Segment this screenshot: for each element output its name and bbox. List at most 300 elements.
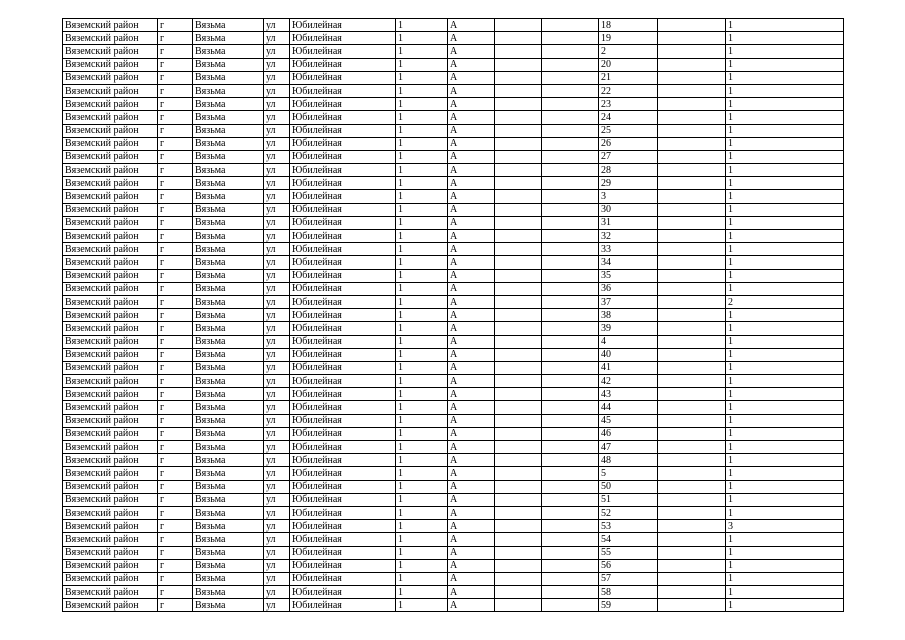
street-type-cell: ул <box>264 32 290 45</box>
structure-cell <box>542 137 599 150</box>
count-cell: 1 <box>726 572 844 585</box>
street-type-cell: ул <box>264 269 290 282</box>
district-cell: Вяземский район <box>63 295 158 308</box>
count-cell: 1 <box>726 111 844 124</box>
street-cell: Юбилейная <box>290 58 396 71</box>
count-cell: 1 <box>726 124 844 137</box>
street-cell: Юбилейная <box>290 348 396 361</box>
street-type-cell: ул <box>264 599 290 612</box>
street-cell: Юбилейная <box>290 124 396 137</box>
house-letter-cell: А <box>448 150 495 163</box>
settlement-cell: Вязьма <box>193 243 264 256</box>
house-letter-cell: А <box>448 203 495 216</box>
street-type-cell: ул <box>264 572 290 585</box>
settlement-cell: Вязьма <box>193 190 264 203</box>
house-letter-cell: А <box>448 190 495 203</box>
district-cell: Вяземский район <box>63 506 158 519</box>
table-row <box>63 559 844 572</box>
table-row <box>63 58 844 71</box>
structure-cell <box>542 177 599 190</box>
building-cell <box>495 282 542 295</box>
house-letter-cell: А <box>448 599 495 612</box>
settlement-type-cell: г <box>158 586 193 599</box>
building-cell <box>495 572 542 585</box>
street-cell: Юбилейная <box>290 111 396 124</box>
house-number-cell: 1 <box>396 71 448 84</box>
structure-cell <box>542 454 599 467</box>
district-cell: Вяземский район <box>63 111 158 124</box>
count-cell: 1 <box>726 256 844 269</box>
count-cell: 1 <box>726 506 844 519</box>
settlement-type-cell: г <box>158 150 193 163</box>
district-cell: Вяземский район <box>63 401 158 414</box>
count-cell: 1 <box>726 493 844 506</box>
apartment-cell: 43 <box>599 388 658 401</box>
building-cell <box>495 348 542 361</box>
table-row <box>63 427 844 440</box>
street-cell: Юбилейная <box>290 493 396 506</box>
house-letter-cell: А <box>448 533 495 546</box>
district-cell: Вяземский район <box>63 427 158 440</box>
apartment-cell: 42 <box>599 375 658 388</box>
street-type-cell: ул <box>264 322 290 335</box>
settlement-type-cell: г <box>158 427 193 440</box>
room-cell <box>658 467 726 480</box>
room-cell <box>658 493 726 506</box>
district-cell: Вяземский район <box>63 586 158 599</box>
apartment-cell: 32 <box>599 230 658 243</box>
house-letter-cell: А <box>448 309 495 322</box>
room-cell <box>658 375 726 388</box>
building-cell <box>495 32 542 45</box>
settlement-cell: Вязьма <box>193 282 264 295</box>
district-cell: Вяземский район <box>63 493 158 506</box>
count-cell: 1 <box>726 137 844 150</box>
house-number-cell: 1 <box>396 467 448 480</box>
settlement-type-cell: г <box>158 190 193 203</box>
apartment-cell: 58 <box>599 586 658 599</box>
structure-cell <box>542 32 599 45</box>
settlement-cell: Вязьма <box>193 348 264 361</box>
street-cell: Юбилейная <box>290 98 396 111</box>
structure-cell <box>542 58 599 71</box>
street-cell: Юбилейная <box>290 216 396 229</box>
street-type-cell: ул <box>264 520 290 533</box>
building-cell <box>495 335 542 348</box>
district-cell: Вяземский район <box>63 559 158 572</box>
table-row <box>63 586 844 599</box>
room-cell <box>658 243 726 256</box>
structure-cell <box>542 533 599 546</box>
street-type-cell: ул <box>264 401 290 414</box>
house-number-cell: 1 <box>396 559 448 572</box>
table-row <box>63 150 844 163</box>
apartment-cell: 4 <box>599 335 658 348</box>
apartment-cell: 27 <box>599 150 658 163</box>
house-letter-cell: А <box>448 322 495 335</box>
street-cell: Юбилейная <box>290 559 396 572</box>
room-cell <box>658 559 726 572</box>
building-cell <box>495 137 542 150</box>
settlement-type-cell: г <box>158 375 193 388</box>
street-type-cell: ул <box>264 414 290 427</box>
structure-cell <box>542 375 599 388</box>
district-cell: Вяземский район <box>63 190 158 203</box>
apartment-cell: 29 <box>599 177 658 190</box>
house-number-cell: 1 <box>396 124 448 137</box>
street-type-cell: ул <box>264 216 290 229</box>
settlement-cell: Вязьма <box>193 586 264 599</box>
district-cell: Вяземский район <box>63 71 158 84</box>
building-cell <box>495 322 542 335</box>
district-cell: Вяземский район <box>63 58 158 71</box>
apartment-cell: 22 <box>599 84 658 97</box>
table-row <box>63 414 844 427</box>
street-type-cell: ул <box>264 71 290 84</box>
house-letter-cell: А <box>448 586 495 599</box>
house-number-cell: 1 <box>396 586 448 599</box>
house-number-cell: 1 <box>396 348 448 361</box>
count-cell: 1 <box>726 348 844 361</box>
district-cell: Вяземский район <box>63 322 158 335</box>
table-row <box>63 19 844 32</box>
apartment-cell: 44 <box>599 401 658 414</box>
building-cell <box>495 124 542 137</box>
structure-cell <box>542 520 599 533</box>
district-cell: Вяземский район <box>63 361 158 374</box>
room-cell <box>658 45 726 58</box>
settlement-type-cell: г <box>158 493 193 506</box>
street-type-cell: ул <box>264 388 290 401</box>
settlement-cell: Вязьма <box>193 361 264 374</box>
street-cell: Юбилейная <box>290 506 396 519</box>
settlement-type-cell: г <box>158 533 193 546</box>
settlement-cell: Вязьма <box>193 572 264 585</box>
room-cell <box>658 506 726 519</box>
street-type-cell: ул <box>264 256 290 269</box>
building-cell <box>495 599 542 612</box>
house-letter-cell: А <box>448 243 495 256</box>
settlement-cell: Вязьма <box>193 177 264 190</box>
structure-cell <box>542 282 599 295</box>
count-cell: 1 <box>726 454 844 467</box>
room-cell <box>658 71 726 84</box>
house-letter-cell: А <box>448 58 495 71</box>
table-row <box>63 441 844 454</box>
street-type-cell: ул <box>264 427 290 440</box>
room-cell <box>658 401 726 414</box>
settlement-type-cell: г <box>158 599 193 612</box>
district-cell: Вяземский район <box>63 84 158 97</box>
street-cell: Юбилейная <box>290 203 396 216</box>
building-cell <box>495 520 542 533</box>
building-cell <box>495 45 542 58</box>
structure-cell <box>542 401 599 414</box>
house-letter-cell: А <box>448 480 495 493</box>
count-cell: 1 <box>726 559 844 572</box>
structure-cell <box>542 84 599 97</box>
table-row <box>63 230 844 243</box>
district-cell: Вяземский район <box>63 164 158 177</box>
street-cell: Юбилейная <box>290 533 396 546</box>
room-cell <box>658 546 726 559</box>
structure-cell <box>542 480 599 493</box>
house-number-cell: 1 <box>396 493 448 506</box>
house-letter-cell: А <box>448 84 495 97</box>
street-type-cell: ул <box>264 361 290 374</box>
settlement-type-cell: г <box>158 309 193 322</box>
street-cell: Юбилейная <box>290 256 396 269</box>
count-cell: 1 <box>726 243 844 256</box>
structure-cell <box>542 71 599 84</box>
settlement-type-cell: г <box>158 467 193 480</box>
room-cell <box>658 256 726 269</box>
settlement-type-cell: г <box>158 124 193 137</box>
table-row <box>63 216 844 229</box>
table-row <box>63 348 844 361</box>
street-cell: Юбилейная <box>290 467 396 480</box>
house-letter-cell: А <box>448 427 495 440</box>
district-cell: Вяземский район <box>63 19 158 32</box>
address-table <box>62 18 844 612</box>
count-cell: 1 <box>726 58 844 71</box>
building-cell <box>495 84 542 97</box>
building-cell <box>495 533 542 546</box>
count-cell: 1 <box>726 361 844 374</box>
settlement-cell: Вязьма <box>193 295 264 308</box>
settlement-type-cell: г <box>158 111 193 124</box>
street-cell: Юбилейная <box>290 414 396 427</box>
apartment-cell: 39 <box>599 322 658 335</box>
district-cell: Вяземский район <box>63 32 158 45</box>
count-cell: 1 <box>726 388 844 401</box>
district-cell: Вяземский район <box>63 414 158 427</box>
street-type-cell: ул <box>264 506 290 519</box>
house-number-cell: 1 <box>396 454 448 467</box>
street-cell: Юбилейная <box>290 282 396 295</box>
table-row <box>63 269 844 282</box>
house-number-cell: 1 <box>396 335 448 348</box>
house-number-cell: 1 <box>396 84 448 97</box>
district-cell: Вяземский район <box>63 98 158 111</box>
house-letter-cell: А <box>448 230 495 243</box>
table-row <box>63 45 844 58</box>
count-cell: 1 <box>726 599 844 612</box>
apartment-cell: 35 <box>599 269 658 282</box>
settlement-type-cell: г <box>158 414 193 427</box>
settlement-type-cell: г <box>158 348 193 361</box>
building-cell <box>495 361 542 374</box>
table-row <box>63 493 844 506</box>
street-type-cell: ул <box>264 58 290 71</box>
district-cell: Вяземский район <box>63 335 158 348</box>
street-cell: Юбилейная <box>290 322 396 335</box>
apartment-cell: 21 <box>599 71 658 84</box>
structure-cell <box>542 572 599 585</box>
structure-cell <box>542 467 599 480</box>
room-cell <box>658 216 726 229</box>
settlement-type-cell: г <box>158 282 193 295</box>
street-cell: Юбилейная <box>290 599 396 612</box>
apartment-cell: 40 <box>599 348 658 361</box>
room-cell <box>658 58 726 71</box>
street-type-cell: ул <box>264 137 290 150</box>
count-cell: 1 <box>726 401 844 414</box>
building-cell <box>495 467 542 480</box>
building-cell <box>495 295 542 308</box>
building-cell <box>495 190 542 203</box>
house-number-cell: 1 <box>396 203 448 216</box>
table-row <box>63 177 844 190</box>
table-row <box>63 375 844 388</box>
table-row <box>63 480 844 493</box>
building-cell <box>495 480 542 493</box>
building-cell <box>495 98 542 111</box>
district-cell: Вяземский район <box>63 243 158 256</box>
street-type-cell: ул <box>264 375 290 388</box>
room-cell <box>658 19 726 32</box>
apartment-cell: 33 <box>599 243 658 256</box>
building-cell <box>495 177 542 190</box>
settlement-type-cell: г <box>158 203 193 216</box>
house-number-cell: 1 <box>396 441 448 454</box>
apartment-cell: 47 <box>599 441 658 454</box>
settlement-type-cell: г <box>158 269 193 282</box>
settlement-cell: Вязьма <box>193 546 264 559</box>
settlement-cell: Вязьма <box>193 599 264 612</box>
house-letter-cell: А <box>448 335 495 348</box>
apartment-cell: 30 <box>599 203 658 216</box>
structure-cell <box>542 98 599 111</box>
structure-cell <box>542 335 599 348</box>
table-row <box>63 361 844 374</box>
house-number-cell: 1 <box>396 137 448 150</box>
apartment-cell: 2 <box>599 45 658 58</box>
house-number-cell: 1 <box>396 361 448 374</box>
street-type-cell: ул <box>264 150 290 163</box>
street-type-cell: ул <box>264 533 290 546</box>
structure-cell <box>542 45 599 58</box>
room-cell <box>658 177 726 190</box>
street-cell: Юбилейная <box>290 388 396 401</box>
house-letter-cell: А <box>448 520 495 533</box>
district-cell: Вяземский район <box>63 45 158 58</box>
house-number-cell: 1 <box>396 269 448 282</box>
settlement-type-cell: г <box>158 32 193 45</box>
table-row <box>63 599 844 612</box>
count-cell: 1 <box>726 586 844 599</box>
street-type-cell: ул <box>264 164 290 177</box>
settlement-type-cell: г <box>158 98 193 111</box>
settlement-type-cell: г <box>158 322 193 335</box>
street-cell: Юбилейная <box>290 137 396 150</box>
street-cell: Юбилейная <box>290 335 396 348</box>
structure-cell <box>542 546 599 559</box>
house-number-cell: 1 <box>396 243 448 256</box>
settlement-cell: Вязьма <box>193 98 264 111</box>
table-row <box>63 98 844 111</box>
house-number-cell: 1 <box>396 164 448 177</box>
building-cell <box>495 243 542 256</box>
settlement-cell: Вязьма <box>193 19 264 32</box>
settlement-cell: Вязьма <box>193 506 264 519</box>
district-cell: Вяземский район <box>63 388 158 401</box>
room-cell <box>658 586 726 599</box>
structure-cell <box>542 599 599 612</box>
settlement-cell: Вязьма <box>193 58 264 71</box>
room-cell <box>658 137 726 150</box>
table-row <box>63 520 844 533</box>
count-cell: 1 <box>726 32 844 45</box>
apartment-cell: 51 <box>599 493 658 506</box>
count-cell: 1 <box>726 441 844 454</box>
room-cell <box>658 295 726 308</box>
street-type-cell: ул <box>264 467 290 480</box>
table-row <box>63 243 844 256</box>
house-number-cell: 1 <box>396 295 448 308</box>
building-cell <box>495 256 542 269</box>
apartment-cell: 41 <box>599 361 658 374</box>
district-cell: Вяземский район <box>63 124 158 137</box>
table-row <box>63 546 844 559</box>
street-cell: Юбилейная <box>290 269 396 282</box>
table-row <box>63 309 844 322</box>
room-cell <box>658 427 726 440</box>
structure-cell <box>542 427 599 440</box>
settlement-type-cell: г <box>158 572 193 585</box>
building-cell <box>495 203 542 216</box>
street-type-cell: ул <box>264 45 290 58</box>
room-cell <box>658 322 726 335</box>
house-number-cell: 1 <box>396 45 448 58</box>
room-cell <box>658 230 726 243</box>
house-number-cell: 1 <box>396 309 448 322</box>
settlement-cell: Вязьма <box>193 124 264 137</box>
count-cell: 1 <box>726 309 844 322</box>
house-letter-cell: А <box>448 19 495 32</box>
district-cell: Вяземский район <box>63 441 158 454</box>
house-letter-cell: А <box>448 441 495 454</box>
room-cell <box>658 520 726 533</box>
building-cell <box>495 427 542 440</box>
house-number-cell: 1 <box>396 599 448 612</box>
house-number-cell: 1 <box>396 414 448 427</box>
house-letter-cell: А <box>448 282 495 295</box>
street-cell: Юбилейная <box>290 375 396 388</box>
settlement-type-cell: г <box>158 58 193 71</box>
house-number-cell: 1 <box>396 256 448 269</box>
apartment-cell: 46 <box>599 427 658 440</box>
house-letter-cell: А <box>448 111 495 124</box>
street-type-cell: ул <box>264 493 290 506</box>
room-cell <box>658 480 726 493</box>
street-cell: Юбилейная <box>290 84 396 97</box>
house-number-cell: 1 <box>396 282 448 295</box>
count-cell: 3 <box>726 520 844 533</box>
settlement-cell: Вязьма <box>193 533 264 546</box>
structure-cell <box>542 269 599 282</box>
street-type-cell: ул <box>264 441 290 454</box>
street-cell: Юбилейная <box>290 361 396 374</box>
apartment-cell: 5 <box>599 467 658 480</box>
table-row <box>63 124 844 137</box>
house-letter-cell: А <box>448 98 495 111</box>
house-letter-cell: А <box>448 216 495 229</box>
house-number-cell: 1 <box>396 572 448 585</box>
apartment-cell: 26 <box>599 137 658 150</box>
structure-cell <box>542 295 599 308</box>
street-type-cell: ул <box>264 19 290 32</box>
